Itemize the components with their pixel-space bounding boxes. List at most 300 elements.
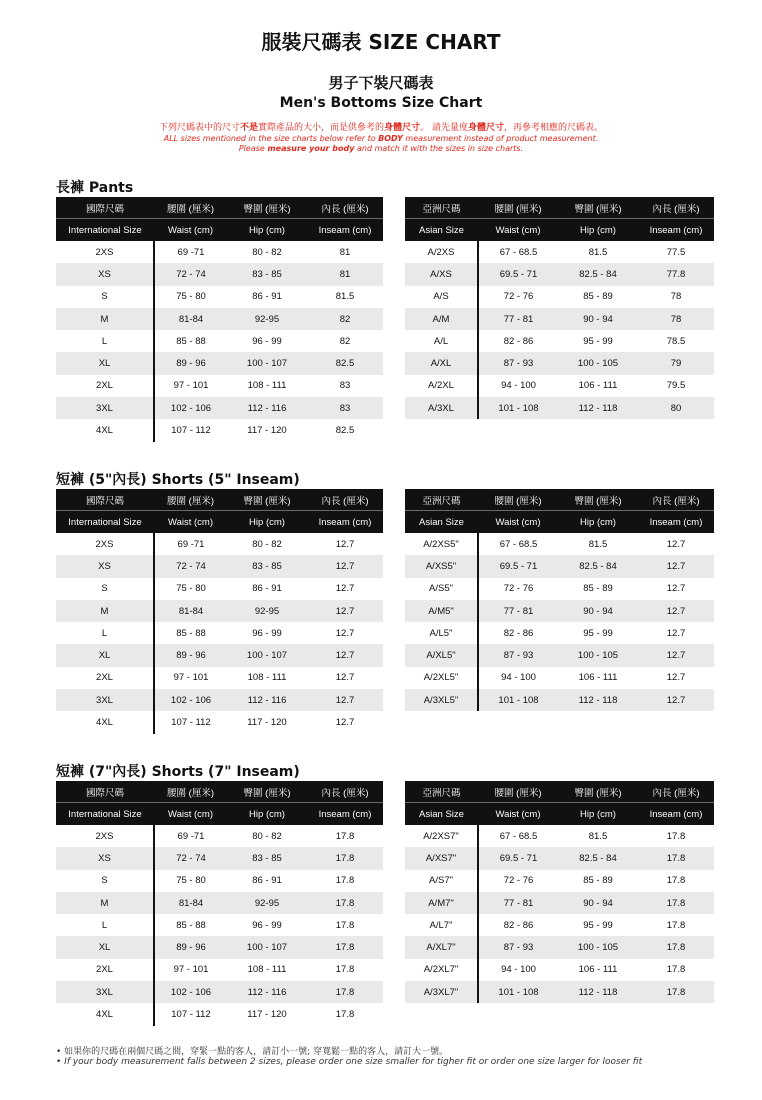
table-cell: 89 - 96 — [154, 644, 227, 666]
table-cell: 82 - 86 — [503, 627, 534, 639]
table-row — [405, 689, 714, 711]
table-row — [56, 263, 383, 285]
table-cell: 72 - 76 — [503, 291, 534, 303]
table-cell: A/2XL — [405, 375, 478, 397]
table-cell: 69.5 - 71 — [478, 847, 558, 869]
table-cell: 83 - 85 — [227, 847, 307, 869]
header-row-zh — [405, 489, 714, 511]
header-row-zh — [405, 197, 714, 219]
table-row — [405, 959, 714, 981]
table-row — [56, 419, 383, 441]
table-cell: 12.7 — [335, 627, 355, 639]
table-cell: 83 - 85 — [227, 263, 307, 285]
table-cell: 12.7 — [638, 600, 714, 622]
table-cell: 17.8 — [666, 830, 686, 842]
header-cell: 內長 (厘米) — [638, 781, 714, 803]
header-cell: 臀圍 (厘米) — [227, 489, 307, 511]
table-cell: 83 — [307, 397, 383, 419]
table-cell: 79 — [638, 352, 714, 374]
table-cell: A/S5" — [405, 578, 478, 600]
table-row — [405, 352, 714, 374]
table-cell: L — [56, 914, 154, 936]
table-row — [405, 936, 714, 958]
table-cell: 67 - 68.5 — [499, 538, 538, 550]
header-cell: Waist (cm) — [478, 803, 558, 826]
table-cell: 100 - 105 — [558, 352, 638, 374]
header-cell: 亞洲尺碼 — [405, 197, 478, 219]
header-row-en — [56, 803, 383, 826]
header-cell: 內長 (厘米) — [307, 197, 383, 219]
table-cell: 108 - 111 — [247, 672, 287, 684]
table-row — [56, 981, 383, 1003]
table-cell: 17.8 — [335, 875, 355, 887]
table-cell: 94 - 100 — [501, 964, 536, 976]
table-cell: 2XL — [56, 959, 154, 981]
header-cell: 腰圍 (厘米) — [478, 197, 558, 219]
table-cell: 108 - 111 — [247, 964, 287, 976]
table-row — [56, 870, 383, 892]
table-cell: 100 - 107 — [227, 644, 307, 666]
table-cell: M — [56, 892, 154, 914]
header-cell: 腰圍 (厘米) — [154, 781, 227, 803]
header-cell: Inseam (cm) — [638, 803, 714, 826]
table-row — [405, 263, 714, 285]
table-cell: A/XS — [405, 263, 478, 285]
header-cell: Hip (cm) — [558, 219, 638, 242]
table-cell: 106 - 111 — [578, 380, 618, 392]
header-row-zh — [56, 197, 383, 219]
header-row-en — [56, 511, 383, 534]
table-cell: A/XS7" — [405, 847, 478, 869]
header-cell: Asian Size — [405, 511, 478, 534]
table-cell: 72 - 74 — [154, 555, 227, 577]
table-cell: A/M7" — [405, 892, 478, 914]
table-cell: 107 - 112 — [171, 717, 211, 729]
table-cell: A/M5" — [405, 600, 478, 622]
table-row — [405, 914, 714, 936]
table-cell: S — [56, 870, 154, 892]
table-cell: 107 - 112 — [171, 1009, 211, 1021]
header-cell: 內長 (厘米) — [307, 489, 383, 511]
table-cell: 112 - 116 — [227, 397, 307, 419]
table-cell: 12.7 — [307, 689, 383, 711]
table-cell: A/L5" — [405, 622, 478, 644]
table-cell: 12.7 — [638, 644, 714, 666]
table-cell: 96 - 99 — [252, 335, 282, 347]
table-cell: 82.5 - 84 — [558, 847, 638, 869]
header-cell: 內長 (厘米) — [307, 781, 383, 803]
table-cell: 85 - 88 — [176, 335, 206, 347]
table-cell: 78.5 — [666, 335, 686, 347]
table-cell: 112 - 116 — [227, 689, 307, 711]
table-cell: 100 - 107 — [227, 352, 307, 374]
table-cell: 90 - 94 — [558, 308, 638, 330]
table-cell: 17.8 — [666, 964, 686, 976]
table-cell: 102 - 106 — [154, 397, 227, 419]
table-cell: A/2XS — [405, 241, 478, 263]
table-cell: 92-95 — [227, 892, 307, 914]
table-cell: 77 - 81 — [478, 600, 558, 622]
table-cell: 4XL — [56, 1003, 154, 1025]
table-cell: 77.8 — [638, 263, 714, 285]
table-row — [405, 578, 714, 600]
table-row — [56, 622, 383, 644]
table-cell: 69 -71 — [177, 538, 205, 550]
table-row — [56, 330, 383, 352]
table-row — [405, 644, 714, 666]
table-cell: 12.7 — [335, 538, 355, 550]
table-row — [56, 308, 383, 330]
table-cell: 82.5 — [335, 425, 355, 437]
table-cell: 4XL — [56, 711, 154, 733]
shorts5-asia-table — [405, 489, 714, 711]
table-cell: XS — [56, 847, 154, 869]
table-cell: 78 — [670, 291, 682, 303]
table-row — [56, 914, 383, 936]
table-cell: 77.5 — [666, 246, 686, 258]
header-cell: Waist (cm) — [154, 511, 227, 534]
table-cell: 12.7 — [335, 717, 355, 729]
header-cell: Hip (cm) — [227, 803, 307, 826]
table-cell: 85 - 88 — [176, 919, 206, 931]
table-cell: 90 - 94 — [558, 892, 638, 914]
header-row-zh — [56, 781, 383, 803]
table-cell: A/S — [405, 286, 478, 308]
table-cell: A/2XL7" — [405, 959, 478, 981]
table-cell: A/XL — [405, 352, 478, 374]
table-cell: 12.7 — [666, 538, 686, 550]
table-cell: 17.8 — [666, 919, 686, 931]
table-cell: 86 - 91 — [252, 875, 282, 887]
table-cell: 117 - 120 — [247, 717, 287, 729]
header-cell: 臀圍 (厘米) — [558, 781, 638, 803]
table-cell: 106 - 111 — [578, 672, 618, 684]
table-cell: 3XL — [56, 689, 154, 711]
table-cell: 94 - 100 — [501, 672, 536, 684]
table-cell: 2XL — [56, 667, 154, 689]
table-cell: 77 - 81 — [478, 308, 558, 330]
table-cell: 83 - 85 — [227, 555, 307, 577]
table-cell: 87 - 93 — [478, 936, 558, 958]
table-cell: S — [56, 286, 154, 308]
table-cell: 72 - 74 — [154, 263, 227, 285]
table-cell: M — [56, 308, 154, 330]
note-zh: 下列尺碼表中的尺寸不是實際產品的大小，而是供參考的身體尺寸。 請先量度身體尺寸，再參考相應的尺碼表。 — [159, 123, 603, 133]
table-cell: 17.8 — [307, 847, 383, 869]
table-row — [405, 533, 714, 555]
table-cell: 102 - 106 — [154, 981, 227, 1003]
table-row — [405, 847, 714, 869]
header-cell: 腰圍 (厘米) — [478, 781, 558, 803]
subtitle-zh: 男子下裝尺碼表 — [328, 74, 434, 92]
table-cell: 102 - 106 — [154, 689, 227, 711]
header-cell: 國際尺碼 — [56, 781, 154, 803]
header-cell: 腰圍 (厘米) — [154, 489, 227, 511]
table-cell: 17.8 — [666, 875, 686, 887]
table-row — [56, 667, 383, 689]
table-cell: 17.8 — [307, 936, 383, 958]
header-cell: Asian Size — [405, 219, 478, 242]
table-cell: S — [56, 578, 154, 600]
header-cell: 臀圍 (厘米) — [227, 781, 307, 803]
table-cell: 82 — [307, 308, 383, 330]
table-cell: 82.5 - 84 — [558, 555, 638, 577]
table-cell: 2XL — [56, 375, 154, 397]
header-cell: 臀圍 (厘米) — [227, 197, 307, 219]
table-cell: A/2XS5" — [405, 533, 478, 555]
footnote-en: • If your body measurement falls between 2 sizes, please order one size smaller for tigher fit or order one size larger for looser fit — [56, 1057, 643, 1067]
table-cell: A/S7" — [405, 870, 478, 892]
header-cell: 臀圍 (厘米) — [558, 197, 638, 219]
table-cell: 80 - 82 — [252, 830, 282, 842]
table-row — [56, 397, 383, 419]
table-cell: 95 - 99 — [583, 335, 613, 347]
table-cell: 69 -71 — [177, 246, 205, 258]
header-cell: Waist (cm) — [478, 219, 558, 242]
table-cell: 17.8 — [307, 892, 383, 914]
section-title-shorts-5: 短褲 (5"內長) Shorts (5" Inseam) — [56, 472, 300, 488]
table-cell: A/2XS7" — [405, 825, 478, 847]
table-cell: 97 - 101 — [173, 964, 209, 976]
header-cell: 國際尺碼 — [56, 197, 154, 219]
table-row — [405, 555, 714, 577]
table-cell: 75 - 80 — [176, 583, 206, 595]
table-cell: 75 - 80 — [176, 291, 206, 303]
table-cell: 106 - 111 — [578, 964, 618, 976]
table-cell: 90 - 94 — [558, 600, 638, 622]
shorts5-intl-table — [56, 489, 383, 734]
header-cell: Hip (cm) — [558, 803, 638, 826]
header-cell: Inseam (cm) — [638, 511, 714, 534]
header-cell: International Size — [56, 219, 154, 242]
table-cell: 81.5 — [588, 538, 608, 550]
table-cell: 101 - 108 — [478, 981, 558, 1003]
table-cell: 80 - 82 — [252, 246, 282, 258]
table-cell: M — [56, 600, 154, 622]
table-cell: 86 - 91 — [252, 291, 282, 303]
table-cell: A/L7" — [405, 914, 478, 936]
table-cell: 100 - 105 — [558, 936, 638, 958]
table-cell: 69.5 - 71 — [478, 263, 558, 285]
table-row — [405, 892, 714, 914]
table-row — [56, 959, 383, 981]
table-cell: 85 - 89 — [583, 875, 613, 887]
table-cell: 69 -71 — [177, 830, 205, 842]
table-row — [56, 847, 383, 869]
table-cell: 72 - 76 — [503, 583, 534, 595]
table-cell: A/3XL7" — [405, 981, 478, 1003]
table-cell: 81.5 — [588, 246, 608, 258]
table-cell: 4XL — [56, 419, 154, 441]
table-row — [405, 981, 714, 1003]
table-cell: 2XS — [56, 241, 154, 263]
header-cell: Waist (cm) — [154, 219, 227, 242]
table-row — [405, 600, 714, 622]
table-cell: 2XS — [56, 533, 154, 555]
table-cell: 17.8 — [307, 981, 383, 1003]
table-cell: A/M — [405, 308, 478, 330]
header-cell: Hip (cm) — [227, 219, 307, 242]
table-cell: 81 — [307, 263, 383, 285]
table-cell: L — [56, 330, 154, 352]
header-row-en — [405, 803, 714, 826]
table-cell: 95 - 99 — [583, 627, 613, 639]
table-cell: L — [56, 622, 154, 644]
table-row — [56, 286, 383, 308]
table-cell: 95 - 99 — [583, 919, 613, 931]
table-cell: 17.8 — [638, 892, 714, 914]
header-cell: Hip (cm) — [227, 511, 307, 534]
table-cell: 117 - 120 — [247, 1009, 287, 1021]
table-cell: XS — [56, 263, 154, 285]
table-cell: 96 - 99 — [252, 919, 282, 931]
table-cell: XS — [56, 555, 154, 577]
table-cell: 83 — [339, 380, 351, 392]
table-cell: A/XL7" — [405, 936, 478, 958]
table-row — [405, 622, 714, 644]
header-cell: Asian Size — [405, 803, 478, 826]
table-cell: 101 - 108 — [478, 397, 558, 419]
header-cell: Hip (cm) — [558, 511, 638, 534]
header-cell: International Size — [56, 511, 154, 534]
header-cell: 國際尺碼 — [56, 489, 154, 511]
table-row — [56, 375, 383, 397]
table-cell: 17.8 — [335, 964, 355, 976]
table-cell: 81 — [339, 246, 351, 258]
table-cell: 89 - 96 — [154, 352, 227, 374]
table-cell: 17.8 — [335, 1009, 355, 1021]
table-cell: 79.5 — [666, 380, 686, 392]
table-row — [56, 533, 383, 555]
table-cell: XL — [56, 644, 154, 666]
table-row — [405, 286, 714, 308]
header-cell: 內長 (厘米) — [638, 197, 714, 219]
header-cell: 亞洲尺碼 — [405, 781, 478, 803]
table-cell: 92-95 — [227, 600, 307, 622]
table-cell: 82 - 86 — [503, 335, 534, 347]
table-cell: 12.7 — [335, 583, 355, 595]
pants-intl-table — [56, 197, 383, 442]
table-row — [405, 825, 714, 847]
table-cell: 108 - 111 — [247, 380, 287, 392]
table-cell: 92-95 — [227, 308, 307, 330]
shorts7-intl-table — [56, 781, 383, 1026]
table-cell: 112 - 118 — [558, 397, 638, 419]
table-cell: 67 - 68.5 — [499, 246, 538, 258]
table-cell: XL — [56, 352, 154, 374]
table-row — [56, 936, 383, 958]
table-cell: 17.8 — [638, 847, 714, 869]
table-cell: 12.7 — [666, 672, 686, 684]
table-cell: 85 - 89 — [583, 583, 613, 595]
section-title-shorts-7: 短褲 (7"內長) Shorts (7" Inseam) — [56, 764, 300, 780]
table-cell: 94 - 100 — [501, 380, 536, 392]
table-row — [56, 711, 383, 733]
table-cell: 2XS — [56, 825, 154, 847]
table-cell: 72 - 74 — [154, 847, 227, 869]
table-cell: 82.5 - 84 — [558, 263, 638, 285]
table-cell: 12.7 — [307, 644, 383, 666]
table-cell: A/3XL5" — [405, 689, 478, 711]
subtitle-en: Men's Bottoms Size Chart — [279, 95, 483, 111]
table-row — [405, 241, 714, 263]
header-cell: Inseam (cm) — [307, 219, 383, 242]
table-cell: 72 - 76 — [503, 875, 534, 887]
table-cell: A/3XL — [405, 397, 478, 419]
table-cell: 12.7 — [638, 555, 714, 577]
header-row-en — [405, 511, 714, 534]
table-cell: 112 - 118 — [558, 689, 638, 711]
table-cell: 82.5 — [307, 352, 383, 374]
table-row — [56, 241, 383, 263]
table-cell: 100 - 105 — [558, 644, 638, 666]
table-row — [405, 308, 714, 330]
table-cell: A/L — [405, 330, 478, 352]
table-row — [56, 578, 383, 600]
section-title-pants: 長褲 Pants — [56, 180, 134, 196]
table-cell: 112 - 118 — [558, 981, 638, 1003]
table-cell: 81-84 — [154, 600, 227, 622]
table-row — [405, 330, 714, 352]
table-cell: 97 - 101 — [173, 380, 209, 392]
table-row — [56, 352, 383, 374]
table-cell: 81.5 — [335, 291, 355, 303]
table-cell: 86 - 91 — [252, 583, 282, 595]
table-cell: 12.7 — [638, 689, 714, 711]
table-cell: 69.5 - 71 — [478, 555, 558, 577]
table-cell: 85 - 88 — [176, 627, 206, 639]
table-cell: 87 - 93 — [478, 644, 558, 666]
header-cell: 內長 (厘米) — [638, 489, 714, 511]
table-row — [56, 892, 383, 914]
table-cell: 81.5 — [588, 830, 608, 842]
header-row-en — [405, 219, 714, 242]
table-cell: 80 — [638, 397, 714, 419]
table-cell: 12.7 — [335, 672, 355, 684]
table-cell: 97 - 101 — [173, 672, 209, 684]
table-cell: 112 - 116 — [227, 981, 307, 1003]
table-row — [405, 667, 714, 689]
table-cell: 82 - 86 — [503, 919, 534, 931]
table-cell: A/2XL5" — [405, 667, 478, 689]
table-cell: 3XL — [56, 397, 154, 419]
table-row — [405, 375, 714, 397]
table-cell: 12.7 — [666, 627, 686, 639]
header-row-en — [56, 219, 383, 242]
header-row-zh — [56, 489, 383, 511]
table-cell: 89 - 96 — [154, 936, 227, 958]
table-row — [56, 825, 383, 847]
header-cell: International Size — [56, 803, 154, 826]
table-cell: XL — [56, 936, 154, 958]
table-cell: 85 - 89 — [583, 291, 613, 303]
table-cell: 12.7 — [307, 600, 383, 622]
table-cell: 87 - 93 — [478, 352, 558, 374]
table-cell: 17.8 — [638, 936, 714, 958]
table-row — [56, 1003, 383, 1025]
table-cell: A/XS5" — [405, 555, 478, 577]
table-cell: 117 - 120 — [247, 425, 287, 437]
table-cell: 12.7 — [307, 555, 383, 577]
table-row — [56, 689, 383, 711]
header-cell: 臀圍 (厘米) — [558, 489, 638, 511]
table-cell: 78 — [638, 308, 714, 330]
header-row-zh — [405, 781, 714, 803]
table-cell: 100 - 107 — [227, 936, 307, 958]
table-cell: 67 - 68.5 — [499, 830, 538, 842]
table-cell: 77 - 81 — [478, 892, 558, 914]
table-cell: 101 - 108 — [478, 689, 558, 711]
